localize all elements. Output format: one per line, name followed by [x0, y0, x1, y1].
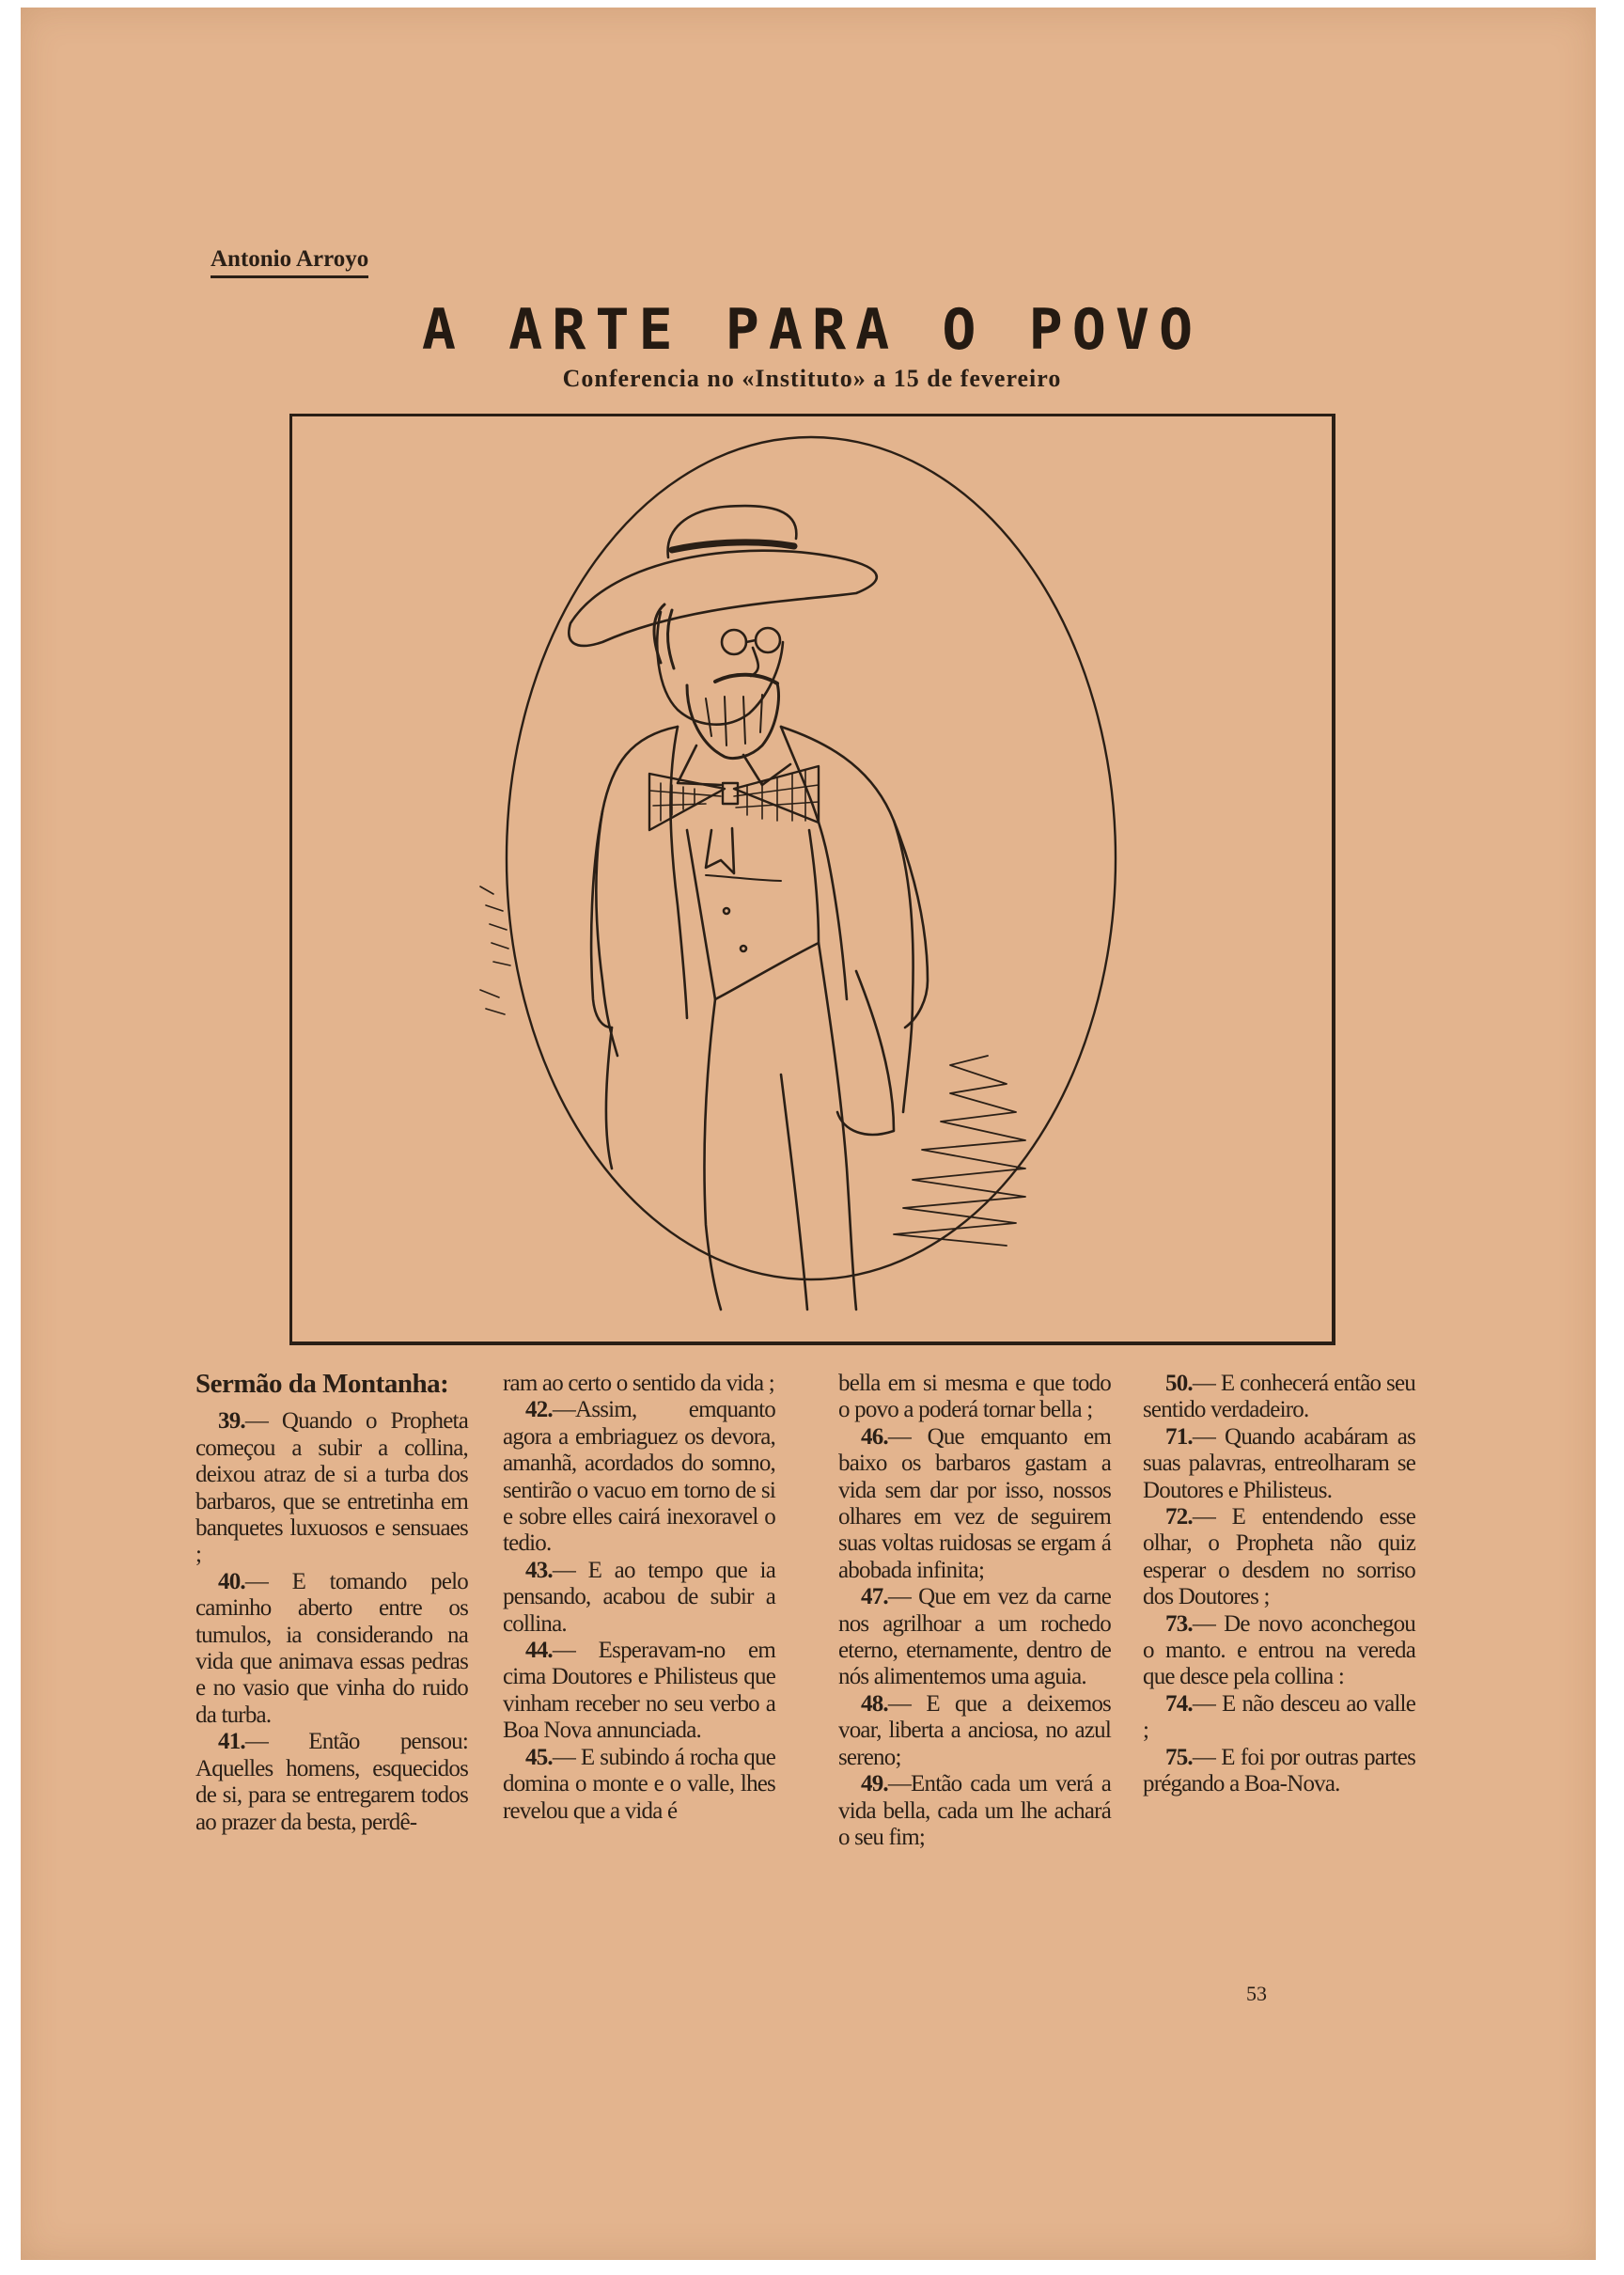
paragraph-41: 41.— Então pensou: Aquelles homens, esquecidos de si, para se entregarem todos ao prazer da besta, perdê-	[195, 1729, 468, 1835]
page-number: 53	[1246, 1982, 1267, 2005]
paragraph-43: 43.— E ao tempo que ia pensando, acabou de subir a collina.	[503, 1557, 775, 1637]
paragraph-45: 45.— E subindo á rocha que domina o monte e o valle, lhes revelou que a vida é	[503, 1744, 775, 1824]
section-heading: Sermão da Montanha:	[195, 1369, 449, 1399]
text-column-1	[195, 1371, 468, 1836]
paragraph-72: 72.— E entendendo esse olhar, o Propheta não quiz esperar o desdem no sorriso dos Doutores ;	[1143, 1504, 1415, 1610]
author-byline: Antonio Arroyo	[211, 246, 368, 278]
paragraph-47: 47.— Que em vez da carne nos agrilhoar a um rochedo eterno, eternamente, dentro de nós alimentemos uma aguia.	[838, 1584, 1111, 1690]
paragraph-74: 74.— E não desceu ao valle ;	[1143, 1690, 1415, 1744]
paragraph-41-cont: ram ao certo o sentido da vida ;	[503, 1371, 774, 1396]
article-subtitle: Conferencia no «Instituto» a 15 de fevereiro	[562, 365, 1062, 392]
paragraph-46: 46.— Que emquanto em baixo os barbaros gastam a vida sem dar por isso, nossos olhares em vez de seguirem suas voltas ruidosas se ergam á abobada infinita;	[838, 1423, 1111, 1583]
paragraph-71: 71.— Quando acabáram as suas palavras, entreolharam se Doutores e Philisteus.	[1143, 1423, 1415, 1503]
text-column-3	[838, 1371, 1111, 1851]
illustration-frame	[289, 414, 1335, 1345]
paragraph-50: 50.— E conhecerá então seu sentido verdadeiro.	[1143, 1371, 1415, 1423]
article-title: A ARTE PARA O POVO	[421, 297, 1203, 363]
text-column-2	[503, 1371, 775, 1825]
paragraph-44: 44.— Esperavam-no em cima Doutores e Philisteus que vinham receber no seu verbo a Boa Nova annunciada.	[503, 1638, 775, 1744]
paragraph-48: 48.— E que a deixemos voar, liberta a anciosa, no azul sereno;	[838, 1690, 1111, 1770]
paragraph-40: 40.— E tomando pelo caminho aberto entre os tumulos, ia considerando na vida que animava essas pedras e no vasio que vinha do ruido da turba.	[195, 1568, 468, 1728]
text-column-4	[1143, 1371, 1415, 1798]
paragraph-45-cont: bella em si mesma e que todo o povo a poderá tornar bella ;	[838, 1371, 1111, 1423]
paragraph-39: 39.— Quando o Propheta começou a subir a collina, deixou atraz de si a turba dos barbaros, que se entretinha em banquetes luxuosos e sensuaes ;	[195, 1408, 468, 1568]
paragraph-75: 75.— E foi por outras partes prégando a Boa-Nova.	[1143, 1744, 1415, 1797]
caricature-illustration	[292, 416, 1332, 1341]
paragraph-42: 42.—Assim, emquanto agora a embriaguez os devora, amanhã, acordados do somno, sentirão o vacuo em torno de si e sobre elles cairá inexoravel o tedio.	[503, 1397, 775, 1557]
paragraph-73: 73.— De novo aconchegou o manto. e entrou na vereda que desce pela collina :	[1143, 1610, 1415, 1690]
paragraph-49: 49.—Então cada um verá a vida bella, cada um lhe achará o seu fim;	[838, 1771, 1111, 1850]
